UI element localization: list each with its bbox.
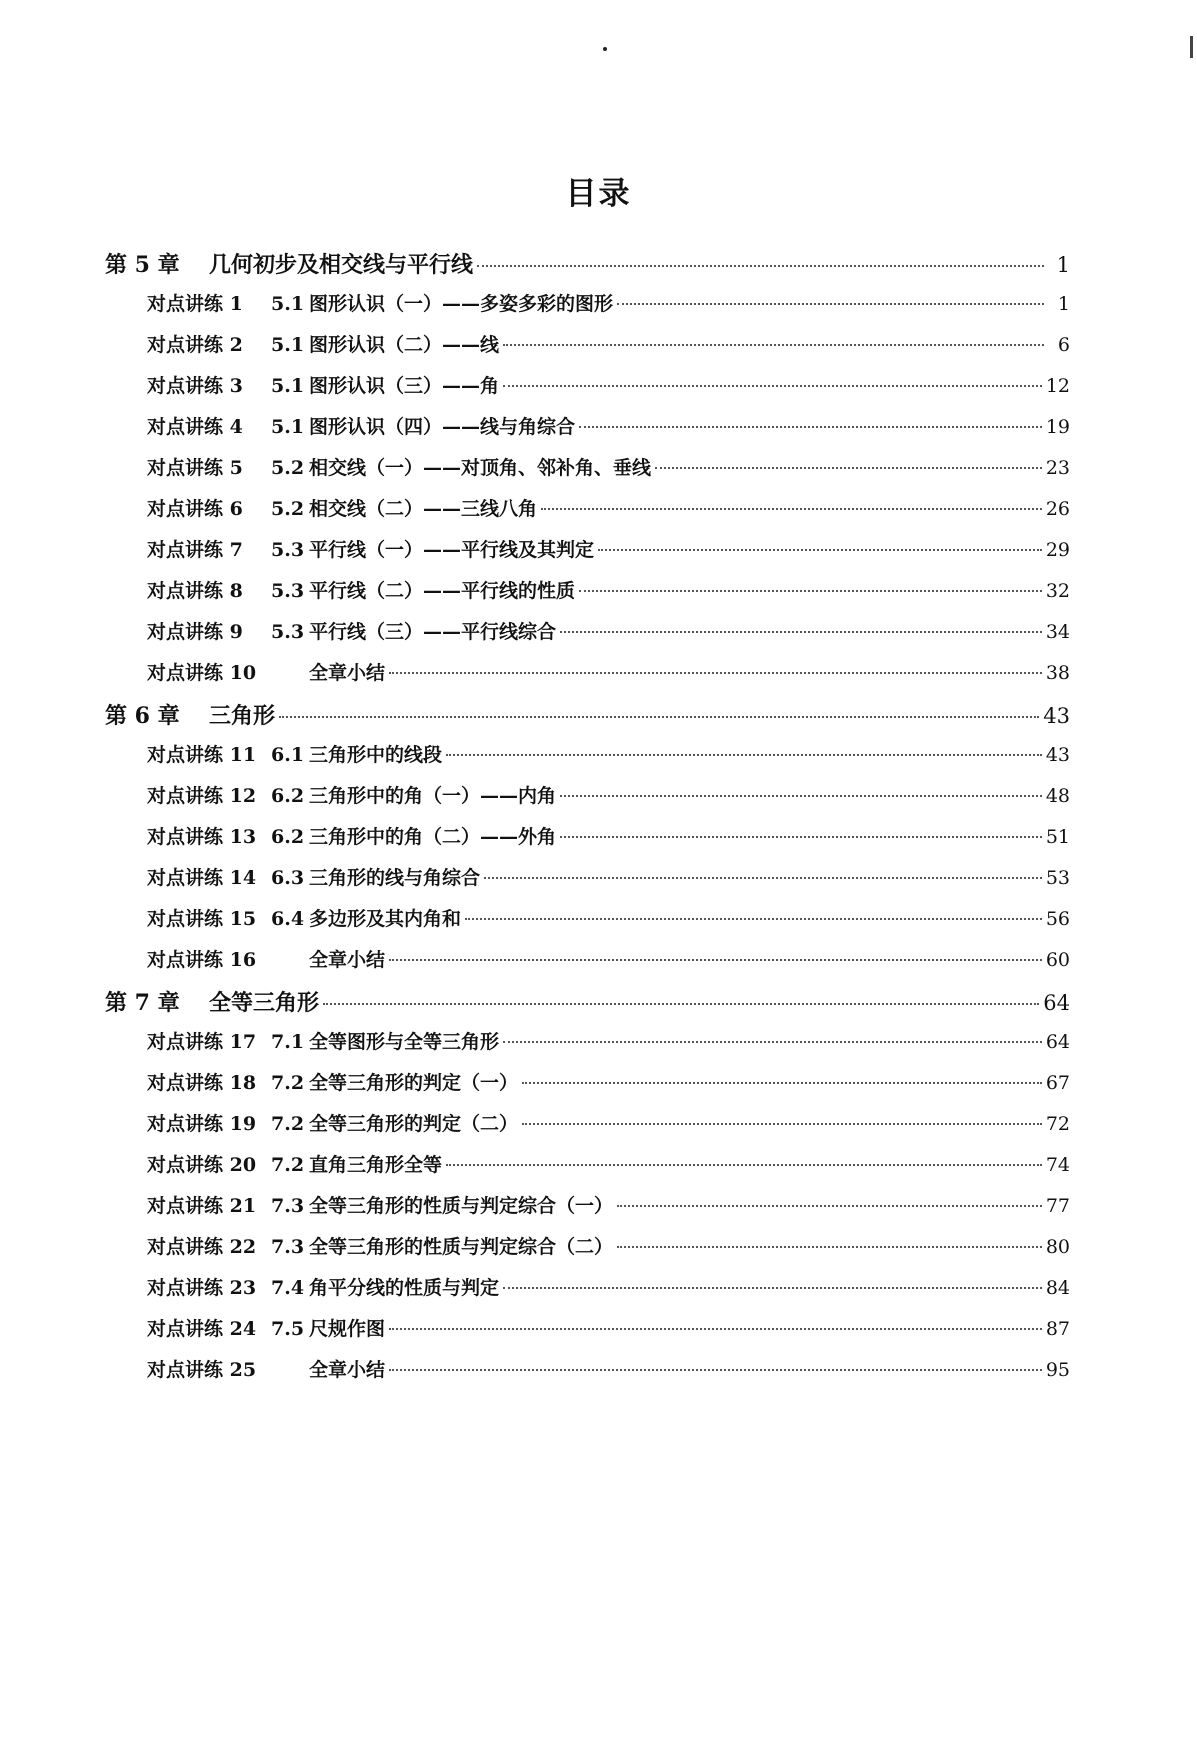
toc-entry-title: 三角形中的角（一）——内角 bbox=[309, 785, 557, 807]
toc-lesson-row[interactable] bbox=[105, 289, 1070, 330]
toc-section-number: 7.5 bbox=[271, 1318, 305, 1340]
toc-entry-label: 对点讲练 11 bbox=[147, 744, 257, 766]
toc-page-number: 64 bbox=[1045, 1031, 1070, 1053]
toc-dot-leader bbox=[655, 467, 1042, 469]
toc-dot-leader bbox=[484, 877, 1042, 879]
toc-section-number: 5.2 bbox=[271, 498, 305, 520]
toc-dot-leader bbox=[389, 1369, 1042, 1371]
toc-entry-label: 对点讲练 21 bbox=[147, 1195, 257, 1217]
toc-page-number: 48 bbox=[1045, 785, 1070, 807]
toc-entry-title: 三角形 bbox=[209, 703, 276, 729]
toc-page-number: 53 bbox=[1045, 867, 1070, 889]
toc-dot-leader bbox=[389, 959, 1042, 961]
toc-page-number: 84 bbox=[1045, 1277, 1070, 1299]
toc-section-number: 7.2 bbox=[271, 1072, 305, 1094]
toc-page-number: 6 bbox=[1057, 334, 1070, 356]
toc-entry-label: 对点讲练 8 bbox=[147, 580, 243, 602]
toc-lesson-row[interactable] bbox=[105, 412, 1070, 453]
toc-entry-title: 几何初步及相交线与平行线 bbox=[209, 252, 474, 278]
toc-dot-leader bbox=[617, 1205, 1042, 1207]
toc-lesson-row[interactable] bbox=[105, 822, 1070, 863]
scan-speck bbox=[603, 47, 607, 51]
toc-lesson-row[interactable] bbox=[105, 371, 1070, 412]
table-of-contents bbox=[105, 248, 1070, 1396]
toc-entry-title: 相交线（一）——对顶角、邻补角、垂线 bbox=[309, 457, 652, 479]
toc-section-number: 7.1 bbox=[271, 1031, 305, 1053]
toc-entry-label: 对点讲练 22 bbox=[147, 1236, 257, 1258]
toc-page-number: 77 bbox=[1045, 1195, 1070, 1217]
toc-entry-title: 平行线（一）——平行线及其判定 bbox=[309, 539, 595, 561]
toc-entry-title: 图形认识（三）——角 bbox=[309, 375, 500, 397]
toc-entry-title: 图形认识（一）——多姿多彩的图形 bbox=[309, 293, 614, 315]
toc-entry-title: 全章小结 bbox=[309, 1359, 386, 1381]
toc-entry-label: 对点讲练 19 bbox=[147, 1113, 257, 1135]
toc-lesson-row[interactable] bbox=[105, 1191, 1070, 1232]
toc-dot-leader bbox=[446, 1164, 1042, 1166]
toc-lesson-row[interactable] bbox=[105, 658, 1070, 699]
toc-section-number: 5.2 bbox=[271, 457, 305, 479]
toc-dot-leader bbox=[465, 918, 1042, 920]
toc-lesson-row[interactable] bbox=[105, 1314, 1070, 1355]
toc-entry-title: 平行线（二）——平行线的性质 bbox=[309, 580, 576, 602]
toc-dot-leader bbox=[560, 795, 1042, 797]
toc-section-number: 7.4 bbox=[271, 1277, 305, 1299]
toc-lesson-row[interactable] bbox=[105, 740, 1070, 781]
toc-entry-label: 对点讲练 13 bbox=[147, 826, 257, 848]
toc-entry-label: 对点讲练 10 bbox=[147, 662, 257, 684]
toc-lesson-row[interactable] bbox=[105, 453, 1070, 494]
toc-entry-label: 对点讲练 18 bbox=[147, 1072, 257, 1094]
toc-dot-leader bbox=[541, 508, 1042, 510]
toc-page-number: 43 bbox=[1045, 744, 1070, 766]
toc-entry-title: 全等三角形的性质与判定综合（二） bbox=[309, 1236, 614, 1258]
toc-entry-title: 相交线（二）——三线八角 bbox=[309, 498, 538, 520]
toc-chapter-row[interactable] bbox=[105, 248, 1070, 289]
toc-dot-leader bbox=[522, 1123, 1042, 1125]
toc-dot-leader bbox=[389, 1328, 1042, 1330]
toc-lesson-row[interactable] bbox=[105, 1027, 1070, 1068]
toc-chapter-row[interactable] bbox=[105, 986, 1070, 1027]
toc-entry-label: 对点讲练 7 bbox=[147, 539, 243, 561]
toc-section-number: 5.1 bbox=[271, 293, 305, 315]
toc-page-number: 72 bbox=[1045, 1113, 1070, 1135]
toc-entry-label: 第 5 章 bbox=[105, 252, 180, 278]
toc-entry-label: 对点讲练 15 bbox=[147, 908, 257, 930]
toc-page-number: 64 bbox=[1043, 991, 1070, 1015]
toc-lesson-row[interactable] bbox=[105, 945, 1070, 986]
toc-section-number: 6.4 bbox=[271, 908, 305, 930]
toc-page-number: 12 bbox=[1045, 375, 1070, 397]
toc-section-number: 6.3 bbox=[271, 867, 305, 889]
toc-entry-title: 图形认识（二）——线 bbox=[309, 334, 500, 356]
toc-entry-label: 对点讲练 17 bbox=[147, 1031, 257, 1053]
toc-lesson-row[interactable] bbox=[105, 494, 1070, 535]
toc-entry-title: 全等图形与全等三角形 bbox=[309, 1031, 500, 1053]
toc-lesson-row[interactable] bbox=[105, 904, 1070, 945]
toc-entry-title: 直角三角形全等 bbox=[309, 1154, 443, 1176]
toc-page-number: 1 bbox=[1057, 293, 1070, 315]
toc-lesson-row[interactable] bbox=[105, 1355, 1070, 1396]
toc-entry-title: 三角形的线与角综合 bbox=[309, 867, 481, 889]
toc-page-number: 67 bbox=[1045, 1072, 1070, 1094]
toc-page-number: 51 bbox=[1045, 826, 1070, 848]
toc-entry-title: 三角形中的角（二）——外角 bbox=[309, 826, 557, 848]
toc-section-number: 7.3 bbox=[271, 1195, 305, 1217]
toc-dot-leader bbox=[503, 344, 1044, 346]
toc-lesson-row[interactable] bbox=[105, 576, 1070, 617]
toc-dot-leader bbox=[389, 672, 1042, 674]
toc-page-number: 60 bbox=[1045, 949, 1070, 971]
toc-dot-leader bbox=[446, 754, 1042, 756]
toc-page-number: 80 bbox=[1045, 1236, 1070, 1258]
toc-entry-label: 第 7 章 bbox=[105, 990, 180, 1016]
toc-dot-leader bbox=[503, 1041, 1042, 1043]
toc-page-number: 95 bbox=[1045, 1359, 1070, 1381]
toc-lesson-row[interactable] bbox=[105, 1273, 1070, 1314]
toc-section-number: 5.1 bbox=[271, 375, 305, 397]
toc-lesson-row[interactable] bbox=[105, 1068, 1070, 1109]
toc-dot-leader bbox=[598, 549, 1042, 551]
toc-entry-label: 对点讲练 3 bbox=[147, 375, 243, 397]
toc-page-number: 56 bbox=[1045, 908, 1070, 930]
toc-entry-label: 对点讲练 20 bbox=[147, 1154, 257, 1176]
toc-dot-leader bbox=[503, 385, 1042, 387]
toc-section-number: 5.1 bbox=[271, 334, 305, 356]
toc-dot-leader bbox=[279, 716, 1039, 718]
scan-edge-mark bbox=[1190, 36, 1193, 58]
toc-page-number: 74 bbox=[1045, 1154, 1070, 1176]
toc-dot-leader bbox=[477, 265, 1044, 267]
toc-dot-leader bbox=[579, 590, 1042, 592]
toc-entry-label: 对点讲练 4 bbox=[147, 416, 243, 438]
toc-section-number: 6.1 bbox=[271, 744, 305, 766]
toc-entry-title: 全等三角形 bbox=[209, 990, 320, 1016]
toc-dot-leader bbox=[560, 836, 1042, 838]
toc-entry-label: 对点讲练 14 bbox=[147, 867, 257, 889]
toc-entry-label: 对点讲练 9 bbox=[147, 621, 243, 643]
toc-dot-leader bbox=[503, 1287, 1042, 1289]
toc-dot-leader bbox=[617, 1246, 1042, 1248]
toc-entry-label: 对点讲练 2 bbox=[147, 334, 243, 356]
toc-entry-title: 图形认识（四）——线与角综合 bbox=[309, 416, 576, 438]
toc-entry-label: 第 6 章 bbox=[105, 703, 180, 729]
toc-page-number: 38 bbox=[1045, 662, 1070, 684]
toc-dot-leader bbox=[617, 303, 1044, 305]
toc-entry-label: 对点讲练 24 bbox=[147, 1318, 257, 1340]
toc-lesson-row[interactable] bbox=[105, 1150, 1070, 1191]
toc-section-number: 7.2 bbox=[271, 1113, 305, 1135]
toc-chapter-row[interactable] bbox=[105, 699, 1070, 740]
toc-lesson-row[interactable] bbox=[105, 330, 1070, 371]
toc-dot-leader bbox=[579, 426, 1042, 428]
toc-page-number: 87 bbox=[1045, 1318, 1070, 1340]
toc-entry-title: 平行线（三）——平行线综合 bbox=[309, 621, 557, 643]
toc-entry-title: 三角形中的线段 bbox=[309, 744, 443, 766]
toc-page-number: 29 bbox=[1045, 539, 1070, 561]
toc-lesson-row[interactable] bbox=[105, 1232, 1070, 1273]
toc-section-number: 7.3 bbox=[271, 1236, 305, 1258]
toc-lesson-row[interactable] bbox=[105, 1109, 1070, 1150]
toc-page-number: 34 bbox=[1045, 621, 1070, 643]
toc-entry-title: 全等三角形的判定（二） bbox=[309, 1113, 519, 1135]
toc-section-number: 6.2 bbox=[271, 826, 305, 848]
toc-page-number: 23 bbox=[1045, 457, 1070, 479]
toc-lesson-row[interactable] bbox=[105, 863, 1070, 904]
toc-entry-label: 对点讲练 6 bbox=[147, 498, 243, 520]
toc-entry-label: 对点讲练 25 bbox=[147, 1359, 257, 1381]
toc-entry-label: 对点讲练 16 bbox=[147, 949, 257, 971]
toc-entry-label: 对点讲练 1 bbox=[147, 293, 243, 315]
toc-page-number: 32 bbox=[1045, 580, 1070, 602]
toc-dot-leader bbox=[323, 1003, 1039, 1005]
toc-entry-title: 尺规作图 bbox=[309, 1318, 386, 1340]
toc-entry-title: 全等三角形的性质与判定综合（一） bbox=[309, 1195, 614, 1217]
toc-page-number: 1 bbox=[1056, 253, 1070, 277]
toc-entry-label: 对点讲练 23 bbox=[147, 1277, 257, 1299]
toc-section-number: 5.3 bbox=[271, 539, 305, 561]
toc-lesson-row[interactable] bbox=[105, 535, 1070, 576]
toc-lesson-row[interactable] bbox=[105, 781, 1070, 822]
toc-entry-title: 多边形及其内角和 bbox=[309, 908, 462, 930]
toc-entry-title: 全章小结 bbox=[309, 662, 386, 684]
toc-page-number: 19 bbox=[1045, 416, 1070, 438]
toc-entry-label: 对点讲练 12 bbox=[147, 785, 257, 807]
toc-page-number: 43 bbox=[1043, 704, 1070, 728]
toc-entry-title: 全章小结 bbox=[309, 949, 386, 971]
toc-entry-label: 对点讲练 5 bbox=[147, 457, 243, 479]
toc-lesson-row[interactable] bbox=[105, 617, 1070, 658]
toc-dot-leader bbox=[522, 1082, 1042, 1084]
toc-dot-leader bbox=[560, 631, 1042, 633]
toc-page-number: 26 bbox=[1045, 498, 1070, 520]
toc-section-number: 6.2 bbox=[271, 785, 305, 807]
page-title: 目录 bbox=[565, 176, 632, 212]
toc-section-number: 5.3 bbox=[271, 621, 305, 643]
toc-section-number: 5.3 bbox=[271, 580, 305, 602]
toc-section-number: 7.2 bbox=[271, 1154, 305, 1176]
toc-entry-title: 全等三角形的判定（一） bbox=[309, 1072, 519, 1094]
toc-entry-title: 角平分线的性质与判定 bbox=[309, 1277, 500, 1299]
toc-section-number: 5.1 bbox=[271, 416, 305, 438]
